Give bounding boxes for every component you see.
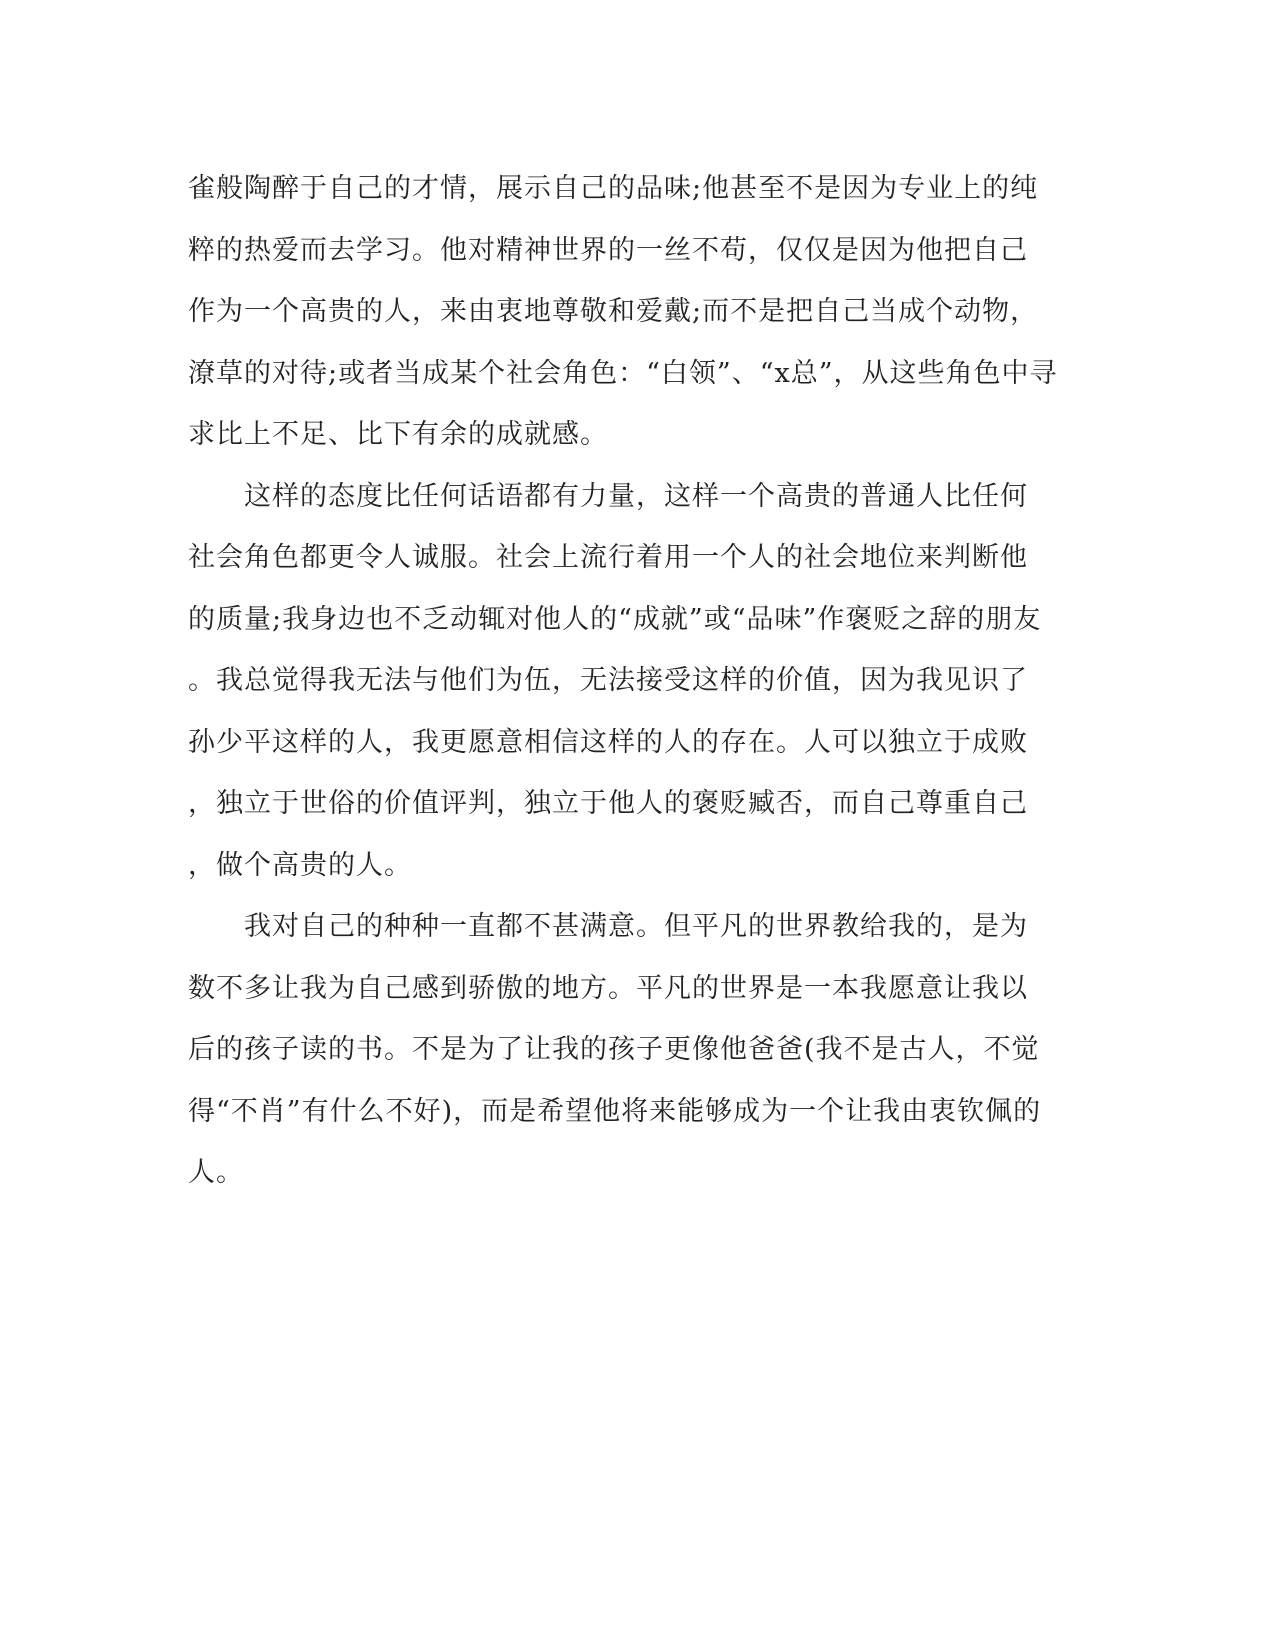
text-line: 数不多让我为自己感到骄傲的地方。平凡的世界是一本我愿意让我以: [188, 972, 1028, 1004]
text-line: 孙少平这样的人，我更愿意相信这样的人的存在。人可以独立于成败: [188, 726, 1028, 758]
text-line: 潦草的对待;或者当成某个社会角色：“白领”、“x总”，从这些角色中寻: [188, 357, 1058, 389]
text-line: 人。: [188, 1157, 244, 1188]
text-line: 得“不肖”有什么不好)，而是希望他将来能够成为一个让我由衷钦佩的: [188, 1095, 1042, 1127]
text-line: 雀般陶醉于自己的才情，展示自己的品味;他甚至不是因为专业上的纯: [188, 173, 1039, 204]
text-line: ，做个高贵的人。: [188, 849, 412, 881]
paragraph: [188, 466, 1088, 897]
text-line: 后的孩子读的书。不是为了让我的孩子更像他爸爸(我不是古人，不觉: [188, 1034, 1040, 1065]
text-line: 这样的态度比任何话语都有力量，这样一个高贵的普通人比任何: [188, 480, 1028, 512]
text-line: 求比上不足、比下有余的成就感。: [188, 419, 608, 450]
paragraph: [188, 896, 1088, 1204]
text-line: 我对自己的种种一直都不甚满意。但平凡的世界教给我的，是为: [188, 911, 1028, 942]
text-line: 社会角色都更令人诚服。社会上流行着用一个人的社会地位来判断他: [188, 542, 1028, 573]
text-line: 作为一个高贵的人，来由衷地尊敬和爱戴;而不是把自己当成个动物，: [188, 296, 1039, 327]
document-body: [188, 158, 1088, 1204]
paragraph: [188, 158, 1088, 466]
text-line: 的质量;我身边也不乏动辄对他人的“成就”或“品味”作褒贬之辞的朋友: [188, 603, 1042, 635]
text-line: 。我总觉得我无法与他们为伍，无法接受这样的价值，因为我见识了: [188, 665, 1028, 696]
text-line: 粹的热爱而去学习。他对精神世界的一丝不苟，仅仅是因为他把自己: [188, 234, 1028, 266]
text-line: ，独立于世俗的价值评判，独立于他人的褒贬臧否，而自己尊重自己: [188, 788, 1028, 819]
